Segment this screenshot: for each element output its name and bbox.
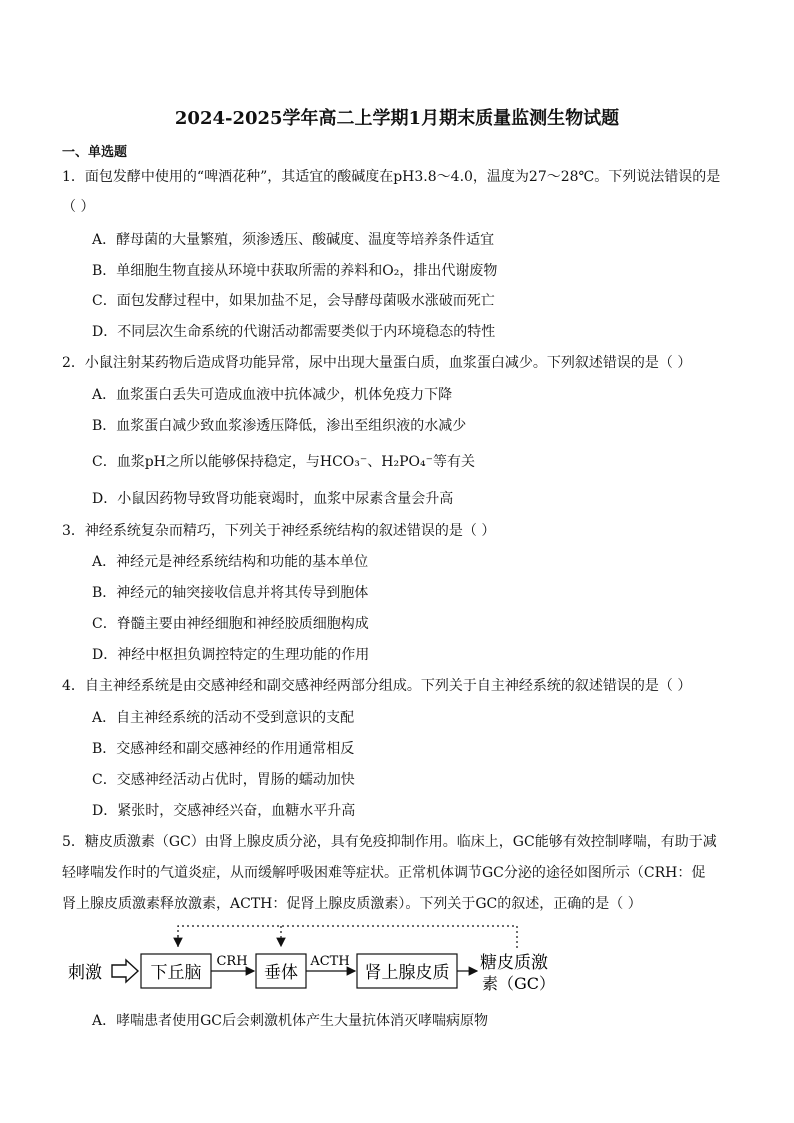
q5-stem-line1: 5．糖皮质激素（GC）由肾上腺皮质分泌，具有免疫抑制作用。临床上，GC能够有效控制哮喘，有助于减 [62,834,717,850]
q3-stem: 3．神经系统复杂而精巧，下列关于神经系统结构的叙述错误的是（ ） [62,523,496,539]
q1-option-b: B．单细胞生物直接从环境中获取所需的养料和O₂，排出代谢废物 [92,263,498,279]
hpa-axis-diagram [62,922,582,1002]
q1-option-d: D．不同层次生命系统的代谢活动都需要类似于内环境稳态的特性 [92,324,496,340]
q2-option-c: C．血浆pH之所以能够保持稳定，与HCO₃⁻、H₂PO₄⁻等有关 [92,454,476,470]
hypothalamus-label: 下丘脑 [150,963,202,983]
q1-option-c: C．面包发酵过程中，如果加盐不足，会导酵母菌吸水涨破而死亡 [92,293,495,309]
feedback-dotted-line [178,926,517,950]
q3-option-b: B．神经元的轴突接收信息并将其传导到胞体 [92,585,369,601]
page-title: 2024-2025学年高二上学期1月期末质量监测生物试题 [174,108,620,129]
q5-option-a: A．哮喘患者使用GC后会刺激机体产生大量抗体消灭哮喘病原物 [92,1013,489,1029]
crh-label: CRH [216,954,248,969]
q5-stem-line2: 轻哮喘发作时的气道炎症，从而缓解呼吸困难等症状。正常机体调节GC分泌的途径如图所示（CRH：促 [62,865,706,881]
q4-option-b: B．交感神经和副交感神经的作用通常相反 [92,741,355,757]
diagram-svg [62,922,582,1002]
adrenal-cortex-label: 肾上腺皮质 [364,963,450,983]
gc-output-line2: 素（GC） [482,974,556,993]
q3-option-d: D．神经中枢担负调控特定的生理功能的作用 [92,647,370,663]
q2-option-b: B．血浆蛋白减少致血浆渗透压降低，渗出至组织液的水减少 [92,418,467,434]
q2-option-d: D．小鼠因药物导致肾功能衰竭时，血浆中尿素含量会升高 [92,491,454,507]
q4-option-a: A．自主神经系统的活动不受到意识的支配 [92,710,355,726]
pituitary-label: 垂体 [264,963,298,983]
q4-stem: 4．自主神经系统是由交感神经和副交感神经两部分组成。下列关于自主神经系统的叙述错误的是（ ） [62,678,692,694]
q5-stem-line3: 肾上腺皮质激素释放激素，ACTH：促肾上腺皮质激素）。下列关于GC的叙述，正确的是（ ） [62,896,642,912]
gc-output-line1: 糖皮质激 [480,953,548,973]
q1-option-a: A．酵母菌的大量繁殖，须渗透压、酸碱度、温度等培养条件适宜 [92,232,495,248]
q4-option-c: C．交感神经活动占优时，胃肠的蠕动加快 [92,772,355,788]
q1-stem-line2: （ ） [62,199,95,215]
q2-option-a: A．血浆蛋白丢失可造成血液中抗体减少，机体免疫力下降 [92,387,453,403]
section-heading: 一、单选题 [62,145,128,160]
q3-option-c: C．脊髓主要由神经细胞和神经胶质细胞构成 [92,616,369,632]
stimulus-hollow-arrow [112,960,138,982]
stimulus-label: 刺激 [68,963,102,983]
q1-stem-line1: 1．面包发酵中使用的“啤酒花种”，其适宜的酸碱度在pH3.8～4.0，温度为27～28℃。下列说法错误的是 [62,169,721,185]
q2-stem: 2．小鼠注射某药物后造成肾功能异常，尿中出现大量蛋白质，血浆蛋白减少。下列叙述错误的是（ ） [62,355,692,371]
acth-label: ACTH [310,954,350,969]
q4-option-d: D．紧张时，交感神经兴奋，血糖水平升高 [92,803,356,819]
q3-option-a: A．神经元是神经系统结构和功能的基本单位 [92,554,369,570]
